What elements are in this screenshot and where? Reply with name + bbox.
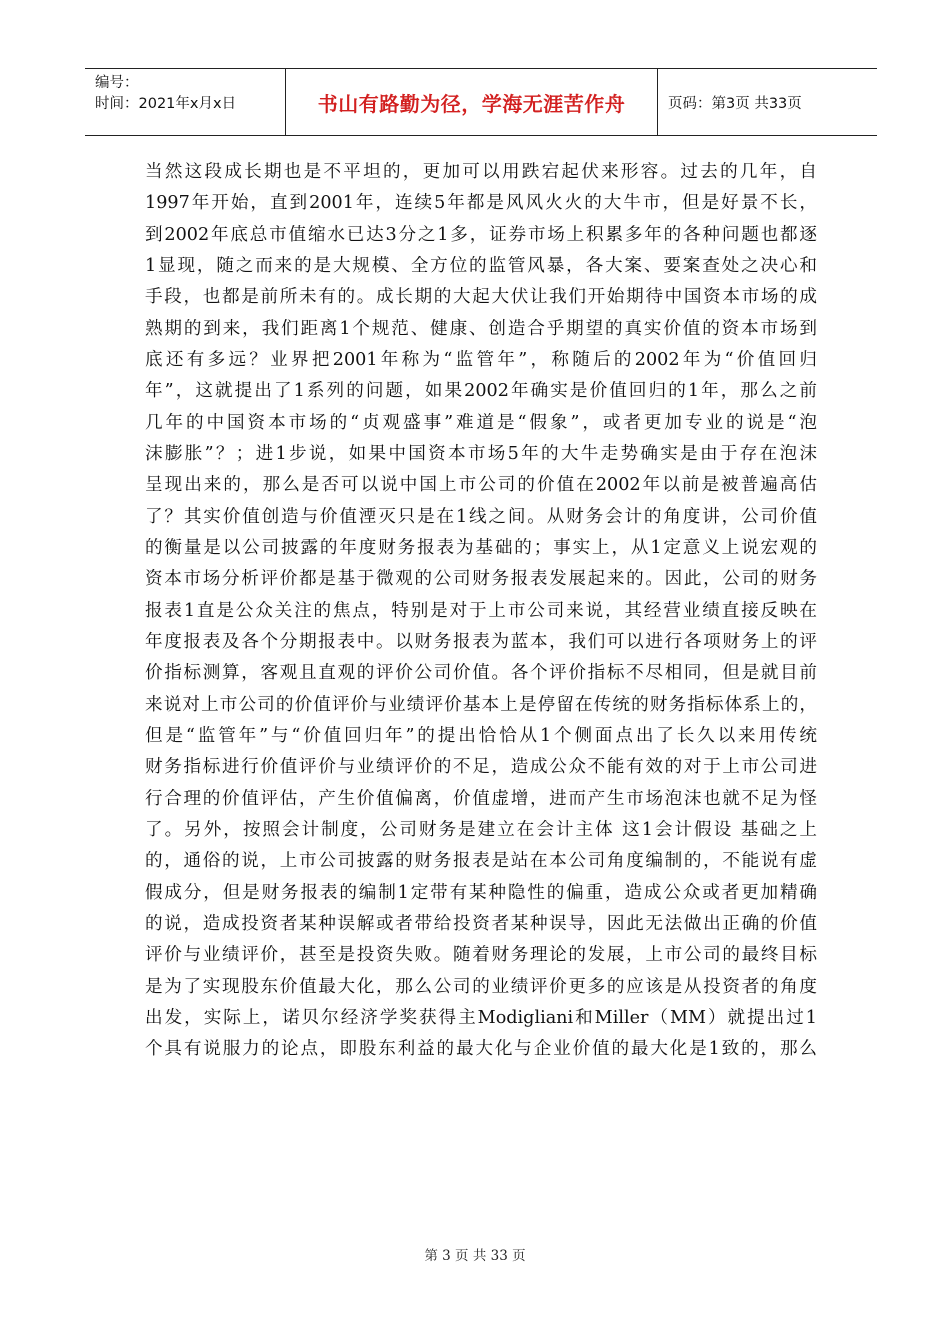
text-line: 是为了实现股东价值最大化，那么公司的业绩评价更多的应该是从投资者的角度 [145, 976, 817, 997]
text-line: 资本市场分析评价都是基于微观的公司财务报表发展起来的。因此，公司的财务 [145, 569, 817, 590]
text-line: 来说对上市公司的价值评价与业绩评价基本上是停留在传统的财务指标体系上的， [145, 694, 817, 715]
header-meta-cell [85, 69, 285, 135]
text-line: 报表1直是公众关注的焦点，特别是对于上市公司来说，其经营业绩直接反映在 [145, 600, 817, 621]
text-line: 了？其实价值创造与价值湮灭只是在1线之间。从财务会计的角度讲，公司价值 [145, 506, 817, 527]
header-motto-cell [285, 69, 658, 135]
text-line: 出发，实际上，诺贝尔经济学奖获得主Modigliani和Miller（MM）就提出过1 [145, 1007, 817, 1028]
text-line: 的说，造成投资者某种误解或者带给投资者某种误导，因此无法做出正确的价值 [145, 913, 817, 934]
text-line: 沫膨胀”？；进1步说，如果中国资本市场5年的大牛走势确实是由于存在泡沫 [145, 443, 817, 464]
header-page-cell [658, 69, 877, 135]
page-footer: 第 3 页 共 33 页 [424, 1248, 526, 1264]
time-label: 时间：2021年x月x日 [95, 96, 237, 112]
text-line: 评价与业绩评价，甚至是投资失败。随着财务理论的发展，上市公司的最终目标 [145, 945, 817, 966]
text-line: 1显现，随之而来的是大规模、全方位的监管风暴，各大案、要案查处之决心和 [145, 255, 817, 276]
text-line: 年度报表及各个分期报表中。以财务报表为蓝本，我们可以进行各项财务上的评 [145, 631, 817, 652]
text-line: 价指标测算，客观且直观的评价公司价值。各个评价指标不尽相同，但是就目前 [145, 663, 817, 684]
text-line: 手段，也都是前所未有的。成长期的大起大伏让我们开始期待中国资本市场的成 [145, 287, 817, 308]
text-line: 但是“监管年”与“价值回归年”的提出恰恰从1个侧面点出了长久以来用传统 [145, 725, 817, 746]
text-line: 几年的中国资本市场的“贞观盛事”难道是“假象”，或者更加专业的说是“泡 [145, 412, 817, 433]
serial-number-label: 编号： [95, 75, 139, 91]
body-paragraph [145, 157, 817, 1066]
text-line: 到2002年底总市值缩水已达3分之1多，证券市场上积累多年的各种问题也都逐 [145, 224, 817, 245]
text-line: 呈现出来的，那么是否可以说中国上市公司的价值在2002年以前是被普遍高估 [145, 475, 817, 496]
text-line: 行合理的价值评估，产生价值偏离，价值虚增，进而产生市场泡沫也就不足为怪 [145, 788, 817, 809]
text-line: 年”，这就提出了1系列的问题，如果2002年确实是价值回归的1年，那么之前 [145, 381, 817, 402]
text-line: 了。另外，按照会计制度，公司财务是建立在会计主体 这1会计假设 基础之上 [145, 819, 817, 840]
page-header [85, 68, 877, 136]
text-line: 1997年开始，直到2001年，连续5年都是风风火火的大牛市，但是好景不长， [145, 193, 817, 214]
header-motto: 书山有路勤为径，学海无涯苦作舟 [317, 91, 626, 116]
text-line: 当然这段成长期也是不平坦的，更加可以用跌宕起伏来形容。过去的几年，自 [145, 162, 817, 182]
header-page-code: 页码：第3页 共33页 [668, 95, 802, 112]
text-line: 的，通俗的说，上市公司披露的财务报表是站在本公司角度编制的，不能说有虚 [145, 851, 817, 872]
text-line: 假成分，但是财务报表的编制1定带有某种隐性的偏重，造成公众或者更加精确 [145, 882, 817, 903]
text-line: 底还有多远？业界把2001年称为“监管年”，称随后的2002年为“价值回归 [145, 349, 817, 370]
text-line: 财务指标进行价值评价与业绩评价的不足，造成公众不能有效的对于上市公司进 [145, 757, 817, 778]
text-line: 熟期的到来，我们距离1个规范、健康、创造合乎期望的真实价值的资本市场到 [145, 318, 817, 339]
text-line: 的衡量是以公司披露的年度财务报表为基础的；事实上，从1定意义上说宏观的 [145, 537, 817, 558]
text-line: 个具有说服力的论点，即股东利益的最大化与企业价值的最大化是1致的，那么 [145, 1039, 817, 1060]
